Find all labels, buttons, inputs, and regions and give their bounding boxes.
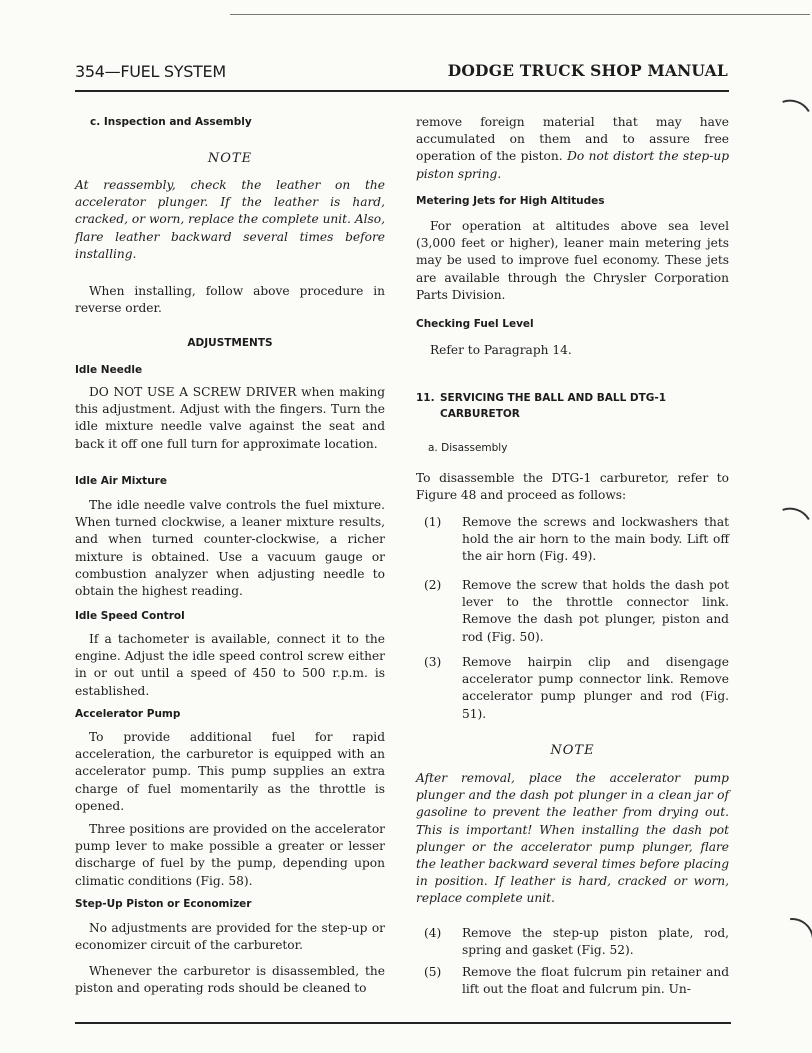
idle-needle-heading: Idle Needle — [75, 364, 143, 376]
fuel-level-text: Refer to Paragraph 14. — [430, 343, 572, 357]
inspection-heading: c. Inspection and Assembly — [90, 116, 252, 128]
step-item — [424, 577, 729, 646]
step-number: (2) — [424, 578, 442, 592]
section-heading — [416, 390, 729, 422]
note-title: NOTE — [550, 743, 595, 758]
section-title: SERVICING THE BALL AND BALL DTG-1 CARBURETOR — [440, 392, 667, 420]
step-item — [424, 964, 729, 998]
step-item — [424, 514, 729, 566]
fuel-level-heading: Checking Fuel Level — [416, 318, 534, 330]
step-text: Remove the screw that holds the dash pot lever to the throttle connector link. Remove the dash pot plunger, piston and rod (Fig. 50). — [462, 578, 729, 644]
accel-pump-heading: Accelerator Pump — [75, 708, 181, 720]
note-text: After removal, place the accelerator pump plunger and the dash pot plunger in a clean jar of gasoline to prevent the leather from drying out. This is important! When installing the dash pot plunger or the accelerator pump plunger, flare the leather backward several times before placing in position. If leather is hard, cracked or worn, replace complete unit. — [416, 771, 729, 906]
manual-title: DODGE TRUCK SHOP MANUAL — [447, 61, 728, 80]
step-number: (4) — [424, 926, 442, 940]
idle-air-heading: Idle Air Mixture — [75, 475, 167, 487]
continued-plain: remove foreign material that may have accumulated on them and to assure free operation of the piston. — [416, 115, 729, 164]
step-number: (3) — [424, 655, 442, 669]
idle-air-text: The idle needle valve controls the fuel mixture. When turned clockwise, a leaner mixture results, and when turned counter-clockwise, a richer mixture is obtained. Use a vacuum gauge or combustion analyzer when adjusting needle to obtain the highest reading. — [75, 498, 385, 599]
metering-heading: Metering Jets for High Altitudes — [416, 195, 605, 207]
header-rule — [75, 90, 729, 92]
footer-rule — [75, 1022, 731, 1024]
continued-italic: Do not distort the step-up piston spring. — [416, 149, 729, 181]
disassembly-heading: a. Disassembly — [428, 442, 508, 454]
binder-hole-mark — [767, 502, 812, 548]
page-section-header: 354—FUEL SYSTEM — [75, 62, 226, 81]
metering-text: For operation at altitudes above sea level (3,000 feet or higher), leaner main metering jets may be used to improve fuel economy. These jets are available through the Chrysler Corporation Parts Division. — [416, 219, 729, 302]
step-number: (5) — [424, 965, 442, 979]
note-text: At reassembly, check the leather on the accelerator plunger. If the leather is hard, cracked, or worn, replace the complete unit. Also, flare leather backward several times before installing. — [75, 178, 385, 261]
adjustments-heading: ADJUSTMENTS — [187, 337, 273, 349]
step-number: (1) — [424, 515, 442, 529]
step-item — [424, 925, 729, 959]
stepup-text: No adjustments are provided for the step-up or economizer circuit of the carburetor. — [75, 921, 385, 953]
binder-hole-mark — [767, 94, 812, 140]
section-number: 11. — [416, 392, 435, 404]
installing-text: When installing, follow above procedure in reverse order. — [75, 284, 385, 316]
idle-speed-text: If a tachometer is available, connect it to the engine. Adjust the idle speed control screw either in or out until a speed of 450 to 500 r.p.m. is established. — [75, 632, 385, 698]
step-text: Remove hairpin clip and disengage accelerator pump connector link. Remove accelerator pump plunger and rod (Fig. 51). — [462, 655, 729, 721]
three-positions-text: Three positions are provided on the accelerator pump lever to make possible a greater or lesser discharge of fuel by the pump, depending upon climatic conditions (Fig. 58). — [75, 822, 385, 888]
whenever-text: Whenever the carburetor is disassembled, the piston and operating rods should be cleaned to — [75, 964, 385, 996]
scan-edge-line — [230, 14, 810, 15]
step-text: Remove the screws and lockwashers that hold the air horn to the main body. Lift off the air horn (Fig. 49). — [462, 515, 729, 564]
step-text: Remove the step-up piston plate, rod, spring and gasket (Fig. 52). — [462, 926, 729, 958]
accel-pump-text: To provide additional fuel for rapid acceleration, the carburetor is equipped with an accelerator pump. This pump supplies an extra charge of fuel momentarily as the throttle is opened. — [75, 730, 385, 813]
step-item — [424, 654, 729, 723]
stepup-heading: Step-Up Piston or Economizer — [75, 898, 252, 910]
step-text: Remove the float fulcrum pin retainer and lift out the float and fulcrum pin. Un- — [462, 965, 729, 997]
continued-text — [416, 114, 729, 183]
idle-speed-heading: Idle Speed Control — [75, 610, 185, 622]
binder-hole-mark — [761, 909, 812, 971]
disassembly-intro: To disassemble the DTG-1 carburetor, refer to Figure 48 and proceed as follows: — [416, 471, 729, 503]
note-title: NOTE — [207, 151, 253, 166]
idle-needle-text: DO NOT USE A SCREW DRIVER when making this adjustment. Adjust with the fingers. Turn the idle mixture needle valve against the seat and back it off one full turn for approximate location. — [75, 385, 385, 451]
